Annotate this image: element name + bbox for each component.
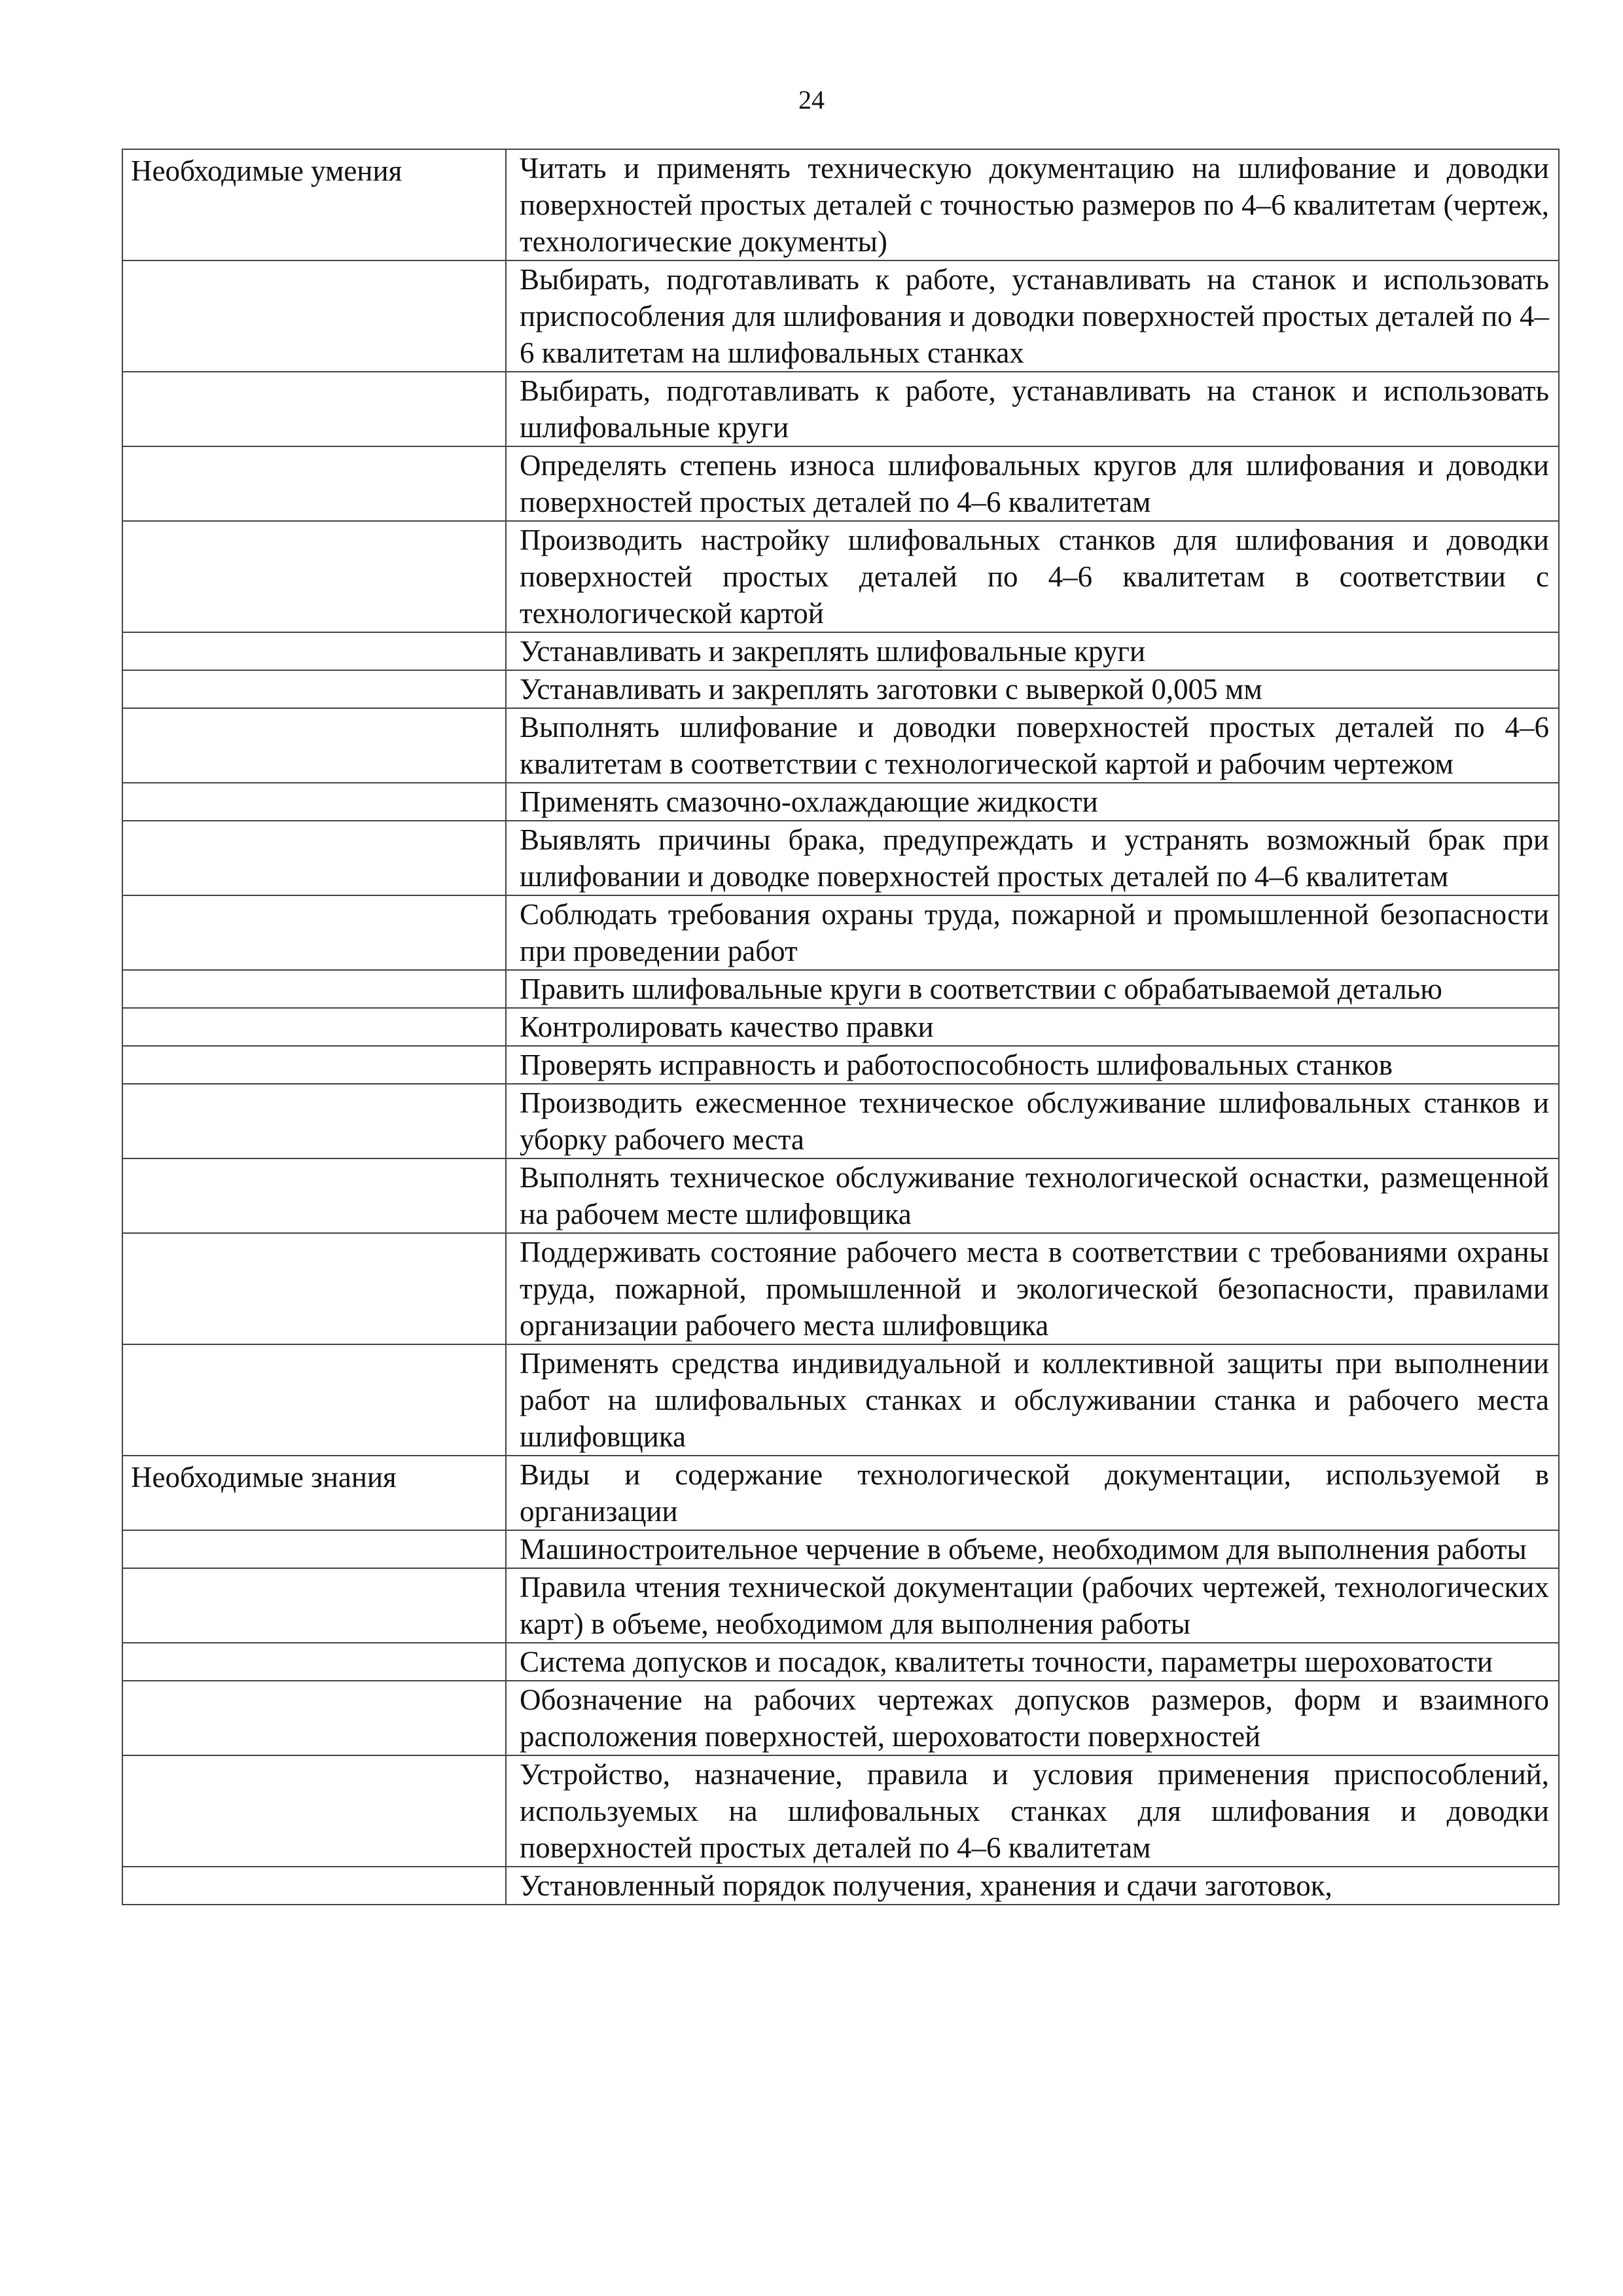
requirement-item: Система допусков и посадок, квалитеты точности, параметры шероховатости [506,1643,1559,1681]
section-label-continuation [122,1755,506,1867]
requirement-item: Читать и применять техническую документацию на шлифование и доводки поверхностей простых деталей с точностью размеров по 4–6 квалитетам (чертеж, технологические документы) [506,149,1559,260]
section-label-continuation [122,1867,506,1905]
table-row [122,632,1559,670]
page-number: 24 [798,85,825,115]
section-label-continuation [122,970,506,1008]
section-label-continuation [122,1681,506,1755]
table-row [122,1084,1559,1158]
table-row [122,1158,1559,1233]
section-label-continuation [122,1568,506,1643]
table-row [122,1456,1559,1530]
table-row [122,1344,1559,1456]
requirement-item: Выполнять техническое обслуживание технологической оснастки, размещенной на рабочем месте шлифовщика [506,1158,1559,1233]
section-label: Необходимые знания [122,1456,506,1530]
section-label-continuation [122,1046,506,1084]
requirement-item: Соблюдать требования охраны труда, пожарной и промышленной безопасности при проведении работ [506,895,1559,970]
requirement-item: Обозначение на рабочих чертежах допусков размеров, форм и взаимного расположения поверхностей, шероховатости поверхностей [506,1681,1559,1755]
requirement-item: Устройство, назначение, правила и условия применения приспособлений, используемых на шлифовальных станках для шлифования и доводки поверхностей простых деталей по 4–6 квалитетам [506,1755,1559,1867]
requirement-item: Устанавливать и закреплять шлифовальные круги [506,632,1559,670]
table-row [122,708,1559,783]
requirement-item: Выбирать, подготавливать к работе, устанавливать на станок и использовать приспособления для шлифования и доводки поверхностей простых деталей по 4–6 квалитетам на шлифовальных станках [506,260,1559,372]
table-row [122,1008,1559,1046]
requirement-item: Виды и содержание технологической документации, используемой в организации [506,1456,1559,1530]
section-label: Необходимые умения [122,149,506,260]
table-row [122,1568,1559,1643]
requirement-item: Проверять исправность и работоспособность шлифовальных станков [506,1046,1559,1084]
requirement-item: Выявлять причины брака, предупреждать и устранять возможный брак при шлифовании и доводке поверхностей простых деталей по 4–6 квалитетам [506,821,1559,895]
table-row [122,1233,1559,1344]
requirement-item: Применять средства индивидуальной и коллективной защиты при выполнении работ на шлифовальных станках и обслуживании станка и рабочего места шлифовщика [506,1344,1559,1456]
section-label-continuation [122,521,506,632]
requirement-item: Выбирать, подготавливать к работе, устанавливать на станок и использовать шлифовальные круги [506,372,1559,446]
section-label-continuation [122,372,506,446]
table-row [122,970,1559,1008]
section-label-continuation [122,1530,506,1568]
section-label-continuation [122,821,506,895]
section-label-continuation [122,670,506,708]
section-label-continuation [122,1643,506,1681]
requirements-table-body [122,149,1559,1905]
table-row [122,1867,1559,1905]
section-label-continuation [122,1233,506,1344]
requirement-item: Поддерживать состояние рабочего места в соответствии с требованиями охраны труда, пожарной, промышленной и экологической безопасности, правилами организации рабочего места шлифовщика [506,1233,1559,1344]
requirement-item: Правила чтения технической документации (рабочих чертежей, технологических карт) в объеме, необходимом для выполнения работы [506,1568,1559,1643]
table-row [122,1681,1559,1755]
table-row [122,260,1559,372]
requirement-item: Производить настройку шлифовальных станков для шлифования и доводки поверхностей простых деталей по 4–6 квалитетам в соответствии с технологической картой [506,521,1559,632]
section-label-continuation [122,1084,506,1158]
table-row [122,1755,1559,1867]
section-label-continuation [122,895,506,970]
table-row [122,149,1559,260]
table-row [122,446,1559,521]
requirement-item: Применять смазочно-охлаждающие жидкости [506,783,1559,821]
section-label-continuation [122,446,506,521]
table-row [122,521,1559,632]
table-row [122,1530,1559,1568]
section-label-continuation [122,260,506,372]
requirement-item: Установленный порядок получения, хранения и сдачи заготовок, [506,1867,1559,1905]
requirements-table [122,149,1560,1905]
requirement-item: Машиностроительное черчение в объеме, необходимом для выполнения работы [506,1530,1559,1568]
section-label-continuation [122,632,506,670]
table-row [122,783,1559,821]
requirement-item: Производить ежесменное техническое обслуживание шлифовальных станков и уборку рабочего места [506,1084,1559,1158]
section-label-continuation [122,783,506,821]
requirement-item: Править шлифовальные круги в соответствии с обрабатываемой деталью [506,970,1559,1008]
section-label-continuation [122,1158,506,1233]
table-row [122,895,1559,970]
section-label-continuation [122,708,506,783]
table-row [122,670,1559,708]
requirement-item: Устанавливать и закреплять заготовки с выверкой 0,005 мм [506,670,1559,708]
table-row [122,1643,1559,1681]
section-label-continuation [122,1344,506,1456]
table-row [122,821,1559,895]
requirement-item: Определять степень износа шлифовальных кругов для шлифования и доводки поверхностей простых деталей по 4–6 квалитетам [506,446,1559,521]
section-label-continuation [122,1008,506,1046]
requirement-item: Выполнять шлифование и доводки поверхностей простых деталей по 4–6 квалитетам в соответствии с технологической картой и рабочим чертежом [506,708,1559,783]
requirement-item: Контролировать качество правки [506,1008,1559,1046]
table-row [122,372,1559,446]
table-row [122,1046,1559,1084]
